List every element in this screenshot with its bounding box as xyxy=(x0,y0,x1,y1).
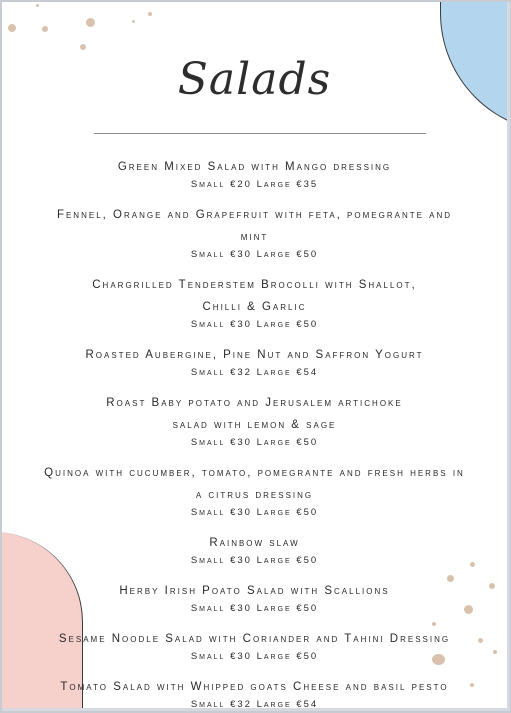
menu-page xyxy=(2,2,510,711)
menu-title: Salads xyxy=(177,54,332,105)
menu-item-name: Sesame Noodle Salad with Coriander and Tahini Dressing xyxy=(58,633,451,645)
menu-item xyxy=(2,628,507,664)
title-divider xyxy=(94,133,426,134)
menu-items-list xyxy=(2,156,507,711)
decorative-dot xyxy=(36,4,39,7)
menu-item-price: Small €30 Large €50 xyxy=(190,555,319,566)
menu-item-name: Green Mixed Salad with Mango dressing xyxy=(117,161,392,173)
menu-item xyxy=(2,462,507,520)
menu-item-price: Small €30 Large €50 xyxy=(190,507,319,518)
menu-item xyxy=(2,274,507,332)
menu-item xyxy=(2,676,507,711)
menu-item-price: Small €30 Large €50 xyxy=(190,603,319,614)
menu-item-price: Small €32 Large €54 xyxy=(190,367,319,378)
decorative-dot xyxy=(8,24,16,32)
menu-item-price: Small €30 Large €50 xyxy=(190,437,319,448)
menu-item-price: Small €30 Large €50 xyxy=(190,319,319,330)
menu-item-name: Roasted Aubergine, Pine Nut and Saffron Yogurt xyxy=(85,349,424,361)
decorative-dot xyxy=(86,18,95,27)
menu-item xyxy=(2,344,507,380)
menu-item-name: Quinoa with cucumber, tomato, pomegrante and fresh herbs in a citrus dressing xyxy=(44,467,465,501)
menu-item xyxy=(2,580,507,616)
menu-item-name: Roast Baby potato and Jerusalem artichoke salad with lemon & sage xyxy=(106,397,403,431)
decorative-dot xyxy=(42,26,48,32)
decorative-dot xyxy=(80,44,86,50)
menu-item xyxy=(2,156,507,192)
menu-item xyxy=(2,204,507,262)
menu-item-name: Tomato Salad with Whipped goats Cheese and basil pesto xyxy=(60,681,449,693)
menu-item-price: Small €30 Large €50 xyxy=(190,651,319,662)
menu-item-name: Herby Irish Poato Salad with Scallions xyxy=(119,585,390,597)
menu-item-price: Small €32 Large €54 xyxy=(190,699,319,710)
menu-item-name: Fennel, Orange and Grapefruit with feta, pomegrante and mint xyxy=(56,209,453,243)
menu-item xyxy=(2,392,507,450)
menu-item-name: Chargrilled Tenderstem Brocolli with Shallot, Chilli & Garlic xyxy=(92,279,417,313)
decorative-dot xyxy=(148,12,152,16)
menu-item-price: Small €30 Large €50 xyxy=(190,249,319,260)
menu-item xyxy=(2,532,507,568)
decorative-dot xyxy=(132,20,135,23)
menu-item-price: Small €20 Large €35 xyxy=(190,179,319,190)
menu-item-name: Rainbow slaw xyxy=(209,537,300,549)
